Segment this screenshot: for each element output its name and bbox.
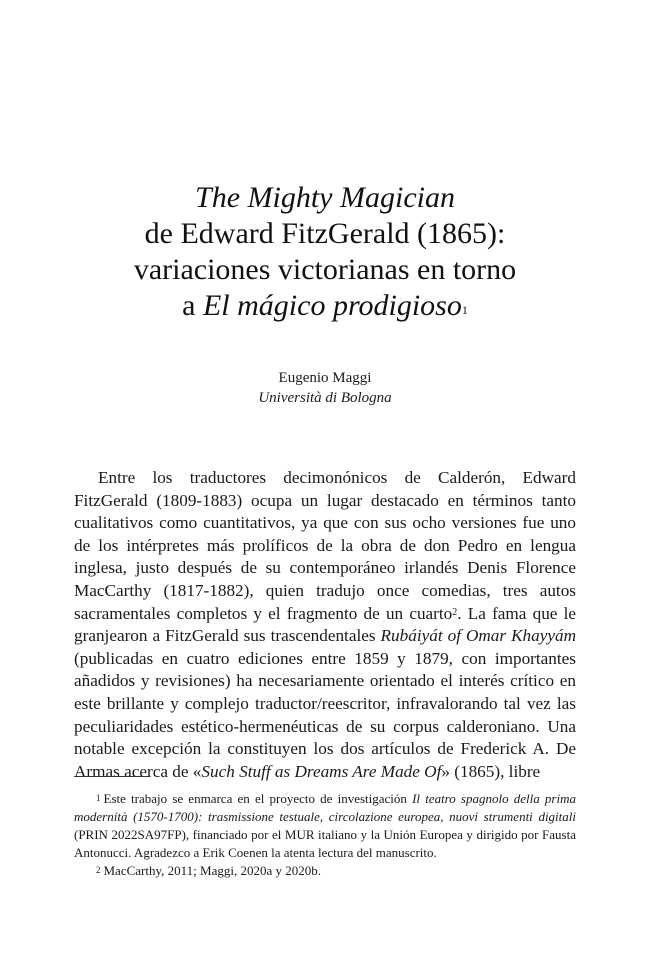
- footnote-2-text: MacCarthy, 2011; Maggi, 2020a y 2020b.: [103, 863, 321, 878]
- author-name: Eugenio Maggi: [278, 370, 372, 386]
- title-italic-work: The Mighty Magician: [195, 181, 455, 214]
- author-block: [0, 368, 650, 408]
- work-title-such-stuff: Such Stuff as Dreams Are Made Of: [201, 761, 442, 781]
- footnote-ref-2: 2: [452, 606, 458, 618]
- footnote-1-number: 1: [96, 793, 101, 803]
- footnote-ref-1: 1: [461, 303, 468, 317]
- footnote-2-number: 2: [96, 865, 101, 875]
- footnote-1: [74, 790, 576, 862]
- body-segment-4: » (1865), libre: [441, 761, 541, 781]
- body-segment-2: . La fama que le granjearon a FitzGerald sus trascendentales: [74, 603, 576, 646]
- body-segment-3: (publicadas en cuatro ediciones entre 1859 y 1879, con importantes añadidos y revisiones) ha necesariamente orientado el interés crítico en este brillante y complejo traductor/reescritor, infravalorando tal vez las peculiaridades estético-hermenéuticas de su corpus calderoniano. Una notable excepción la constituyen los dos artículos de Frederick A. De Armas acerca de «: [74, 648, 576, 781]
- body-text: [74, 467, 576, 783]
- work-title-rubaiyat: Rubáiyát of Omar Khayyám: [380, 626, 576, 646]
- footnote-2: [74, 862, 576, 880]
- body-segment-1: Entre los traductores decimonónicos de Calderón, Edward FitzGerald (1809-1883) ocupa un lugar destacado en términos tanto cualitativos como cuantitativos, ya que con sus ocho versiones fue uno de los intérpretes más prolíficos de la obra de don Pedro en lengua inglesa, justo después de su contemporáneo irlandés Denis Florence MacCarthy (1817-1882), quien tradujo once comedias, tres autos sacramentales completos y el fragmento de un cuarto: [74, 468, 576, 623]
- author-affiliation: Università di Bologna: [258, 390, 392, 406]
- footnote-1-italic: Il teatro spagnolo della prima modernità (1570-1700): trasmissione testuale, circolazione europea, nuovi strumenti digitali: [74, 791, 576, 824]
- title-line-2: de Edward FitzGerald (1865):: [144, 217, 506, 250]
- title-line-4: [0, 288, 650, 324]
- title-italic-play: El mágico prodigioso: [202, 289, 462, 322]
- footnote-divider: [74, 776, 150, 777]
- footnotes: [74, 790, 576, 880]
- title-line-4-prefix: a: [182, 289, 203, 322]
- footnote-1-text-a: Este trabajo se enmarca en el proyecto de investigación: [103, 791, 413, 806]
- footnote-1-text-b: (PRIN 2022SA97FP), financiado por el MUR italiano y la Unión Europea y dirigido por Fausta Antonucci. Agradezco a Erik Coenen la atenta lectura del manuscrito.: [74, 827, 576, 860]
- body-paragraph: [74, 467, 576, 783]
- article-title: [0, 180, 650, 324]
- title-line-3: variaciones victorianas en torno: [133, 253, 517, 286]
- title-line-1: [0, 180, 650, 216]
